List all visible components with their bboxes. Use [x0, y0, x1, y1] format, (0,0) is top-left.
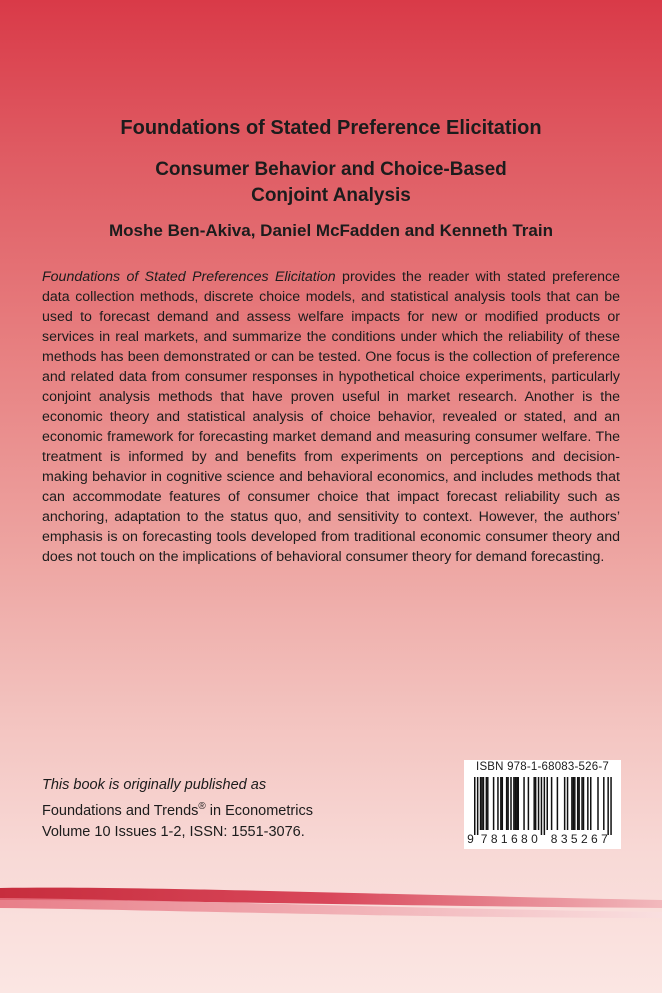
- barcode-digits-right: 835267: [550, 832, 612, 846]
- barcode-bar: [506, 777, 508, 830]
- decorative-swoosh: [0, 878, 662, 938]
- barcode-digit-first: 9: [467, 832, 474, 846]
- publication-note-line-2: [42, 796, 313, 822]
- authors: Moshe Ben-Akiva, Daniel McFadden and Kenneth Train: [109, 221, 553, 240]
- book-title: Foundations of Stated Preference Elicitation: [120, 117, 542, 139]
- publication-note-line-3: Volume 10 Issues 1-2, ISSN: 1551-3076.: [42, 823, 305, 840]
- barcode-bar: [510, 777, 512, 830]
- barcode-bar: [483, 777, 485, 830]
- barcode-bar: [603, 777, 605, 830]
- barcode-bar: [500, 777, 502, 830]
- subtitle-line-2: Conjoint Analysis: [251, 185, 411, 206]
- barcode-bar: [497, 777, 499, 830]
- barcode-bar: [502, 777, 504, 830]
- barcode-bar: [551, 777, 553, 830]
- barcode-bar: [590, 777, 592, 830]
- series-name: Foundations and Trends: [42, 802, 199, 819]
- barcode-bar: [573, 777, 575, 830]
- barcode-bar: [535, 777, 537, 830]
- subtitle-line-1: Consumer Behavior and Choice-Based: [155, 159, 507, 180]
- registered-mark: ®: [198, 801, 206, 812]
- barcode-bar: [581, 777, 583, 830]
- barcode-bar: [538, 777, 540, 830]
- barcode-bar: [533, 777, 535, 830]
- barcode-bar: [515, 777, 517, 830]
- book-subtitle: [0, 157, 662, 209]
- isbn-label: ISBN 978-1-68083-526-7: [476, 761, 609, 773]
- barcode-bar: [547, 777, 549, 830]
- barcode-bar: [571, 777, 573, 830]
- barcode-bar: [477, 777, 479, 835]
- barcode-bar: [577, 777, 579, 830]
- barcode-bar: [518, 777, 520, 830]
- barcode-bar: [587, 777, 589, 830]
- barcode-bar: [513, 777, 515, 830]
- series-suffix: in Econometrics: [205, 802, 313, 819]
- barcode-bar: [481, 777, 483, 830]
- description-paragraph: [42, 267, 620, 567]
- barcode-bar: [516, 777, 518, 830]
- barcode-bar: [480, 777, 482, 830]
- barcode-bar: [557, 777, 559, 830]
- barcode-bar: [574, 777, 576, 830]
- barcode-bars: [464, 777, 621, 835]
- barcode-bar: [487, 777, 489, 830]
- barcode-bar: [544, 777, 546, 835]
- barcode-bar: [528, 777, 530, 830]
- barcode-bar: [474, 777, 476, 835]
- barcode-bar: [507, 777, 509, 830]
- barcode-bar: [597, 777, 599, 830]
- barcode-bar: [578, 777, 580, 830]
- barcode-bar: [541, 777, 543, 835]
- barcode-bar: [486, 777, 488, 830]
- barcode-digits: [464, 832, 621, 846]
- barcode-bar: [583, 777, 585, 830]
- publication-note-line-1: This book is originally published as: [42, 777, 267, 793]
- barcode-bar: [610, 777, 612, 835]
- barcode-bar: [567, 777, 569, 830]
- publication-note: [42, 775, 313, 843]
- barcode-bar: [523, 777, 525, 830]
- barcode-bar: [493, 777, 495, 830]
- barcode-bar: [607, 777, 609, 835]
- barcode-digits-left: 781680: [480, 832, 542, 846]
- description-body: provides the reader with stated preference data collection methods, discrete choice models, and statistical analysis tools that can be used to forecast demand and assess welfare impacts for new or modified products or services in real markets, and summarize the conditions under which the reliability of these methods has been demonstrated or can be tested. One focus is the collection of preference and related data from consumer responses in hypothetical choice experiments, particularly conjoint analysis methods that have proven useful in market research. Another is the economic theory and statistical analysis of choice behavior, revealed or stated, and an economic framework for forecasting market demand and measuring consumer welfare. The treatment is informed by and benefits from experiments on perceptions and decision-making behavior in cognitive science and behavioral economics, and includes methods that can accommodate features of consumer choice that impact forecast reliability such as anchoring, adaptation to the status quo, and sensitivity to context. However, the authors’ emphasis is on forecasting tools developed from traditional economic consumer theory and does not touch on the implications of behavioral consumer theory for demand forecasting.: [42, 269, 621, 565]
- isbn-barcode: [464, 760, 621, 849]
- barcode-bar: [564, 777, 566, 830]
- description-book-title: Foundations of Stated Preferences Elicitation: [42, 269, 336, 285]
